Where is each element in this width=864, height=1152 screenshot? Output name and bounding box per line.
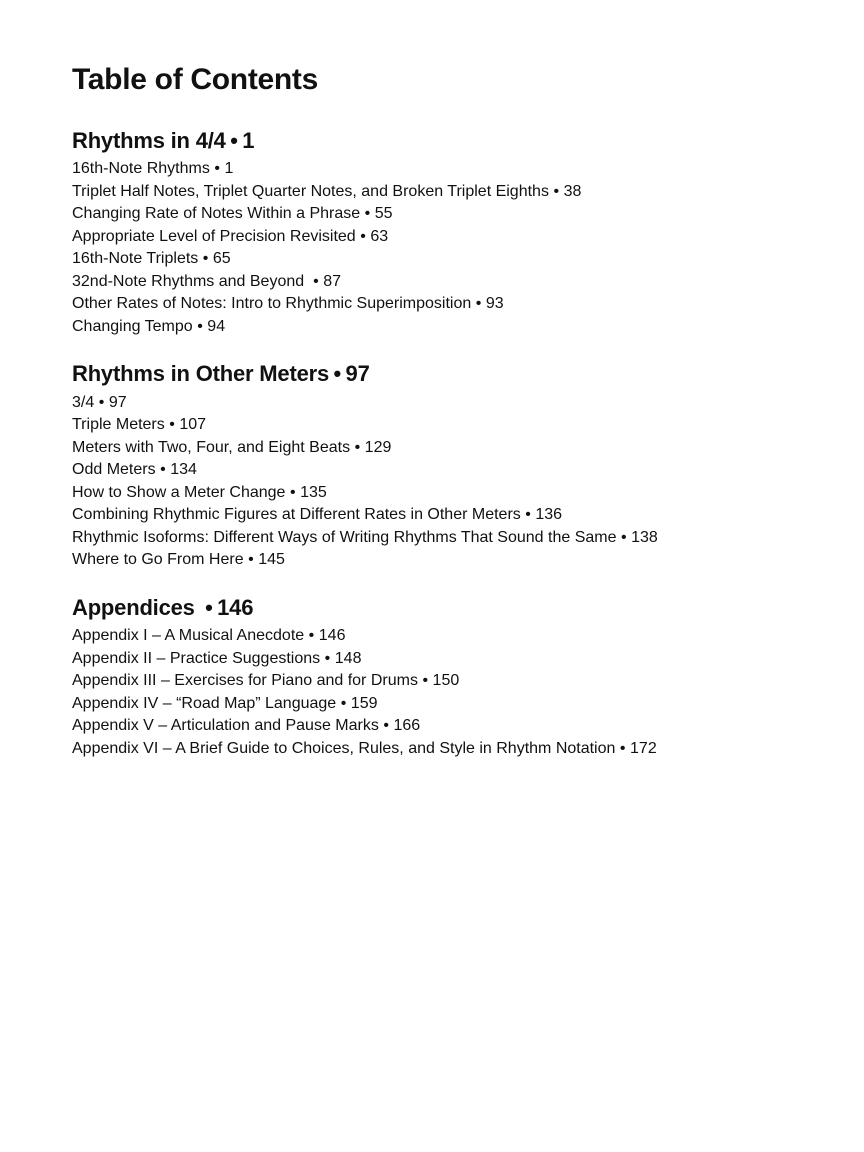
section-heading-page: 97 xyxy=(345,361,370,387)
toc-entry xyxy=(72,670,804,693)
toc-entry-label: Appropriate Level of Precision Revisited xyxy=(72,227,356,245)
bullet-separator: • xyxy=(525,506,531,524)
bullet-separator: • xyxy=(197,317,203,335)
section-heading xyxy=(72,361,804,387)
toc-entry-label: 16th-Note Triplets xyxy=(72,250,199,268)
toc-entry-label: Appendix I – A Musical Anecdote xyxy=(72,627,305,645)
toc-entry xyxy=(72,527,804,550)
toc-entry-page: 134 xyxy=(170,461,197,479)
toc-entry-page: 55 xyxy=(374,205,393,223)
bullet-separator: • xyxy=(313,272,319,290)
toc-entry-label: Where to Go From Here xyxy=(72,551,244,569)
toc-list xyxy=(72,625,804,760)
bullet-separator: • xyxy=(308,627,315,645)
toc-entry-label: Appendix IV – “Road Map” Language xyxy=(72,694,337,712)
bullet-separator: • xyxy=(333,361,342,387)
toc-entry-page: 38 xyxy=(563,182,582,200)
toc-entry-label: Combining Rhythmic Figures at Different Rates in Other Meters xyxy=(72,506,521,524)
toc-entry-label: Rhythmic Isoforms: Different Ways of Writing Rhythms That Sound the Same xyxy=(72,528,617,546)
toc-entry-page: 146 xyxy=(318,627,346,645)
bullet-separator: • xyxy=(214,160,220,178)
section-heading xyxy=(72,128,804,154)
toc-entry xyxy=(72,504,804,527)
toc-entry-page: 65 xyxy=(212,250,231,268)
toc-section xyxy=(72,128,804,338)
bullet-separator: • xyxy=(422,672,429,690)
toc-entry-label: Meters with Two, Four, and Eight Beats xyxy=(72,438,351,456)
bullet-separator: • xyxy=(169,416,175,434)
section-heading-page: 1 xyxy=(242,128,255,153)
toc-entry-page: 63 xyxy=(370,227,389,245)
toc-entry-page: 145 xyxy=(258,551,285,569)
toc-list xyxy=(72,392,804,572)
toc-entry-label: Changing Rate of Notes Within a Phrase xyxy=(72,205,361,223)
toc-entry xyxy=(72,715,804,738)
bullet-separator: • xyxy=(475,295,482,313)
toc-entry xyxy=(72,181,804,204)
toc-entry xyxy=(72,203,804,226)
toc-entry-label: 3/4 xyxy=(72,393,95,411)
toc-entry-page: 1 xyxy=(224,160,234,178)
bullet-separator: • xyxy=(354,438,361,456)
toc-entry-page: 172 xyxy=(630,739,657,757)
bullet-separator: • xyxy=(98,393,105,411)
toc-entry xyxy=(72,271,804,294)
bullet-separator: • xyxy=(619,739,626,757)
toc-entry xyxy=(72,549,804,572)
section-heading-label: Appendices xyxy=(72,594,201,620)
toc-entry-page: 159 xyxy=(350,694,378,712)
bullet-separator: • xyxy=(621,528,627,546)
toc-entry-page: 93 xyxy=(485,295,504,313)
section-heading-label: Rhythms in 4/4 xyxy=(72,128,226,153)
toc-section xyxy=(72,361,804,571)
toc-entry-page: 129 xyxy=(364,438,392,456)
toc-entry-page: 148 xyxy=(334,649,362,667)
toc-entry-label: 32nd-Note Rhythms and Beyond xyxy=(72,272,309,290)
toc-entry-page: 87 xyxy=(323,272,341,290)
toc-entry xyxy=(72,693,804,716)
bullet-separator: • xyxy=(383,717,389,735)
toc-entry-page: 107 xyxy=(179,416,207,434)
section-heading xyxy=(72,595,804,621)
toc-sections xyxy=(72,128,804,760)
toc-entry xyxy=(72,316,804,339)
toc-entry xyxy=(72,738,804,761)
bullet-separator: • xyxy=(553,182,560,200)
section-heading-label: Rhythms in Other Meters xyxy=(72,361,330,387)
toc-entry xyxy=(72,648,804,671)
toc-entry-label: Appendix VI – A Brief Guide to Choices, Rules, and Style in Rhythm Notation xyxy=(72,739,616,757)
toc-entry-page: 97 xyxy=(108,393,127,411)
toc-list xyxy=(72,158,804,338)
toc-entry xyxy=(72,392,804,415)
toc-entry-page: 136 xyxy=(535,506,563,524)
bullet-separator: • xyxy=(230,128,238,153)
toc-entry-label: Appendix V – Articulation and Pause Marks xyxy=(72,717,379,735)
bullet-separator: • xyxy=(205,594,213,620)
toc-entry-label: 16th-Note Rhythms xyxy=(72,160,210,178)
toc-entry xyxy=(72,482,804,505)
toc-entry xyxy=(72,158,804,181)
toc-entry-label: Triple Meters xyxy=(72,416,165,434)
bullet-separator: • xyxy=(364,205,371,223)
bullet-separator: • xyxy=(160,461,166,479)
toc-entry-label: Appendix III – Exercises for Piano and for Drums xyxy=(72,672,418,690)
toc-entry xyxy=(72,437,804,460)
toc-entry-page: 150 xyxy=(432,672,460,690)
bullet-separator: • xyxy=(340,694,347,712)
toc-entry xyxy=(72,414,804,437)
toc-entry xyxy=(72,248,804,271)
toc-entry-page: 138 xyxy=(631,528,658,546)
toc-entry xyxy=(72,293,804,316)
toc-entry-label: Other Rates of Notes: Intro to Rhythmic Superimposition xyxy=(72,295,472,313)
toc-entry-label: Odd Meters xyxy=(72,461,156,479)
toc-entry-label: Appendix II – Practice Suggestions xyxy=(72,649,321,667)
toc-section xyxy=(72,595,804,760)
bullet-separator: • xyxy=(324,649,331,667)
toc-entry-page: 135 xyxy=(300,483,327,501)
toc-entry-label: Changing Tempo xyxy=(72,317,193,335)
toc-entry xyxy=(72,625,804,648)
toc-entry-label: How to Show a Meter Change xyxy=(72,483,286,501)
toc-entry xyxy=(72,226,804,249)
bullet-separator: • xyxy=(248,551,254,569)
toc-entry-label: Triplet Half Notes, Triplet Quarter Notes, and Broken Triplet Eighths xyxy=(72,182,549,200)
toc-entry xyxy=(72,459,804,482)
toc-entry-page: 94 xyxy=(207,317,226,335)
toc-entry-page: 166 xyxy=(393,717,421,735)
bullet-separator: • xyxy=(202,250,209,268)
page-title: Table of Contents xyxy=(72,63,319,96)
bullet-separator: • xyxy=(289,483,296,501)
bullet-separator: • xyxy=(360,227,366,245)
section-heading-page: 146 xyxy=(217,594,254,620)
